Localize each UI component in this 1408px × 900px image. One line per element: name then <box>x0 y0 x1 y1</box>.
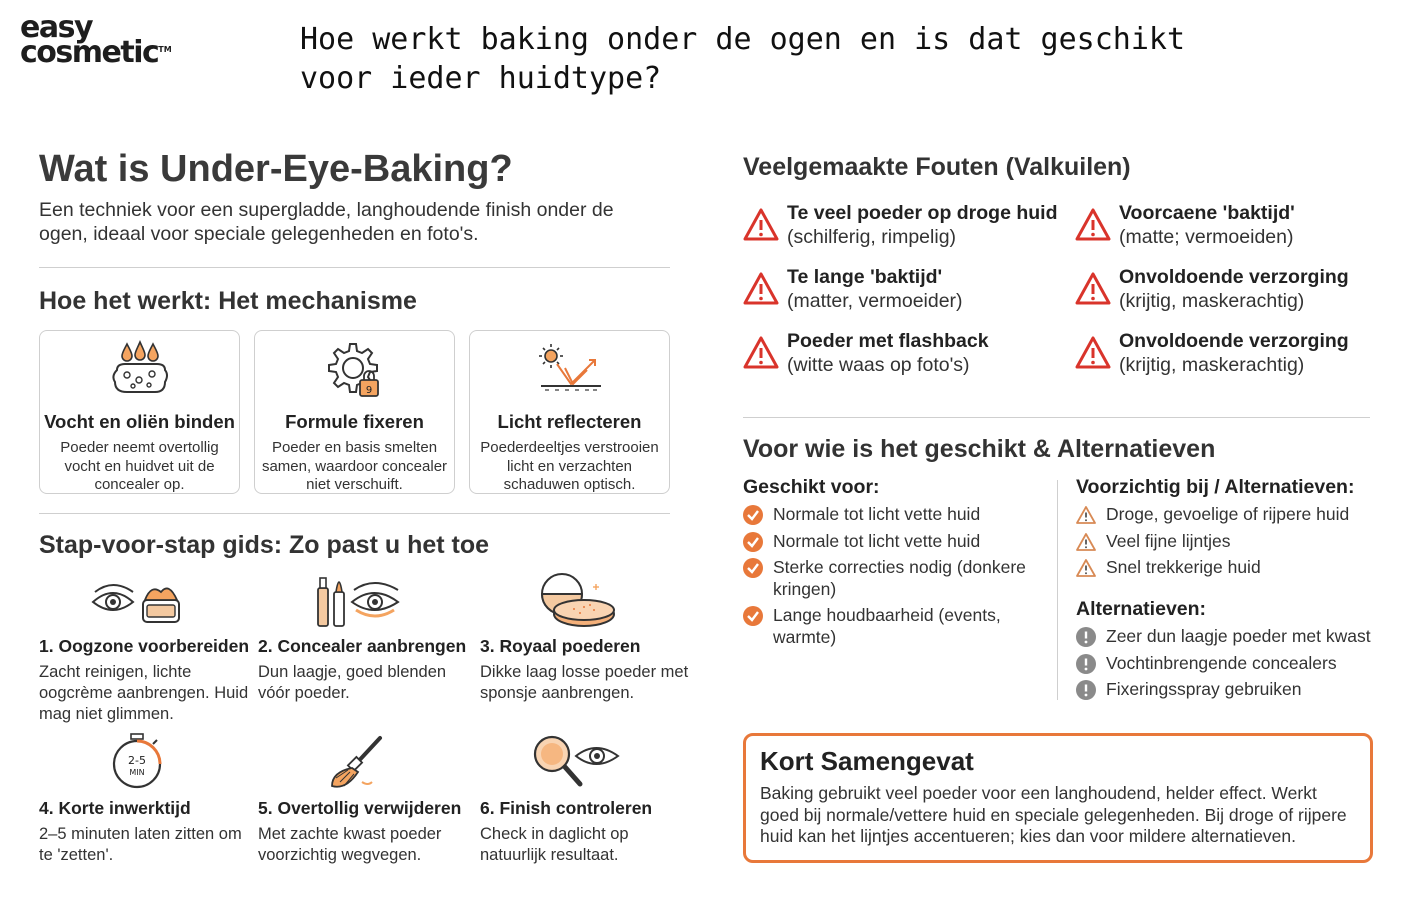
list-item <box>1076 653 1386 675</box>
mechanism-card-title: Vocht en oliën binden <box>44 411 235 432</box>
warning-icon <box>1075 207 1111 243</box>
step-text: Dun laagje, goed blenden vóór poeder. <box>258 663 447 702</box>
step-title: 1. Oogzone voorbereiden <box>39 636 250 656</box>
step-text: 2–5 minuten laten zitten om te 'zetten'. <box>39 825 242 864</box>
step-title: 2. Concealer aanbrengen <box>258 636 467 656</box>
mechanism-card-text: Poederdeeltjes verstrooien licht en verzachten schaduwen optisch. <box>480 439 659 493</box>
powder-sponge-icon <box>480 568 695 632</box>
magnifier-eye-icon <box>480 730 695 794</box>
list-item <box>743 504 1043 526</box>
mistake-title: Te veel poeder op droge huid <box>787 202 1058 224</box>
mistake-item <box>1075 201 1395 249</box>
concealer-eye-icon <box>258 568 473 632</box>
mistake-item <box>1075 329 1395 377</box>
mistake-desc: (matter, vermoeider) <box>787 290 963 312</box>
mistake-title: Poeder met flashback <box>787 330 989 352</box>
gear-lock-icon <box>255 339 454 403</box>
alternatives-title: Alternatieven: <box>1076 598 1207 620</box>
mechanism-card-text: Poeder en basis smelten samen, waardoor concealer niet verschuift. <box>261 439 448 493</box>
list-item-label: Normale tot licht vette huid <box>773 530 981 551</box>
sun-reflect-icon <box>470 339 669 403</box>
info-circle-icon <box>1076 680 1096 700</box>
mistake-desc: (matte; vermoeiden) <box>1119 226 1294 248</box>
page-headline: Hoe werkt baking onder de ogen en is dat geschikt voor ieder huidtype? <box>300 22 1186 96</box>
mistake-item <box>1075 265 1395 313</box>
step-title: 5. Overtollig verwijderen <box>258 798 462 818</box>
mistakes-title: Veelgemaakte Fouten (Valkuilen) <box>743 153 1131 181</box>
warning-icon <box>1075 335 1111 371</box>
mechanism-title: Hoe het werkt: Het mechanisme <box>39 287 417 315</box>
mistake-item <box>743 265 1063 313</box>
list-item-label: Snel trekkerige huid <box>1106 557 1261 577</box>
step-title: 4. Korte inwerktijd <box>39 798 191 818</box>
stopwatch-icon <box>39 730 254 794</box>
check-circle-icon <box>743 532 763 552</box>
step-item <box>258 730 473 866</box>
warning-icon <box>743 271 779 307</box>
suitable-list <box>743 504 1043 648</box>
mistake-desc: (witte waas op foto's) <box>787 354 970 376</box>
alternatives-list <box>1076 626 1386 701</box>
caution-triangle-icon <box>1076 532 1096 552</box>
mistake-title: Onvoldoende verzorging <box>1119 330 1349 352</box>
brand-logo[interactable] <box>20 10 190 70</box>
mistake-desc: (schilferig, rimpelig) <box>787 226 957 248</box>
step-text: Zacht reinigen, lichte oogcrème aanbrengen. Huid mag niet glimmen. <box>39 663 249 723</box>
gear-lock-badge: 9 <box>365 385 372 396</box>
list-item-label: Lange houdbaarheid (events, warmte) <box>773 605 1001 647</box>
check-circle-icon <box>743 606 763 626</box>
trademark: TM <box>158 44 172 54</box>
step-item <box>39 730 254 866</box>
mistake-title: Voorcaene 'baktijd' <box>1119 202 1295 224</box>
list-item-label: Vochtinbrengende concealers <box>1106 652 1337 673</box>
step-text: Check in daglicht op natuurlijk resultaat. <box>480 825 629 864</box>
sponge-droplets-icon <box>40 339 239 403</box>
info-circle-icon <box>1076 654 1096 674</box>
step-item <box>480 730 695 866</box>
check-circle-icon <box>743 558 763 578</box>
warning-icon <box>743 335 779 371</box>
step-title: 3. Royaal poederen <box>480 636 641 656</box>
step-text: Met zachte kwast poeder voorzichtig wegvegen. <box>258 825 442 864</box>
mistake-item <box>743 329 1063 377</box>
warning-icon <box>1075 271 1111 307</box>
mistake-desc: (krijtig, maskerachtig) <box>1119 354 1305 376</box>
warning-icon <box>743 207 779 243</box>
divider <box>39 267 670 268</box>
mistake-title: Te lange 'baktijd' <box>787 266 943 288</box>
step-text: Dikke laag losse poeder met sponsje aanbrengen. <box>480 663 689 702</box>
divider <box>39 513 670 514</box>
column-divider <box>1057 480 1058 700</box>
step-title: 6. Finish controleren <box>480 798 653 818</box>
mechanism-card <box>469 330 670 494</box>
mechanism-card <box>254 330 455 494</box>
list-item-label: Sterke correcties nodig (donkere kringen) <box>773 557 1026 599</box>
mistake-desc: (krijtig, maskerachtig) <box>1119 290 1305 312</box>
list-item <box>1076 504 1376 526</box>
list-item <box>1076 626 1386 648</box>
caution-triangle-icon <box>1076 558 1096 578</box>
summary-box <box>743 733 1373 863</box>
suitable-title: Geschikt voor: <box>743 476 880 498</box>
list-item <box>743 557 1043 600</box>
steps-title: Stap-voor-stap gids: Zo past u het toe <box>39 531 490 559</box>
step-item <box>258 568 473 704</box>
info-circle-icon <box>1076 627 1096 647</box>
list-item <box>743 605 1043 648</box>
powder-brush-icon <box>258 730 473 794</box>
list-item <box>1076 531 1376 553</box>
suitability-title: Voor wie is het geschikt & Alternatieven <box>743 435 1216 463</box>
list-item-label: Droge, gevoelige of rijpere huid <box>1106 504 1350 524</box>
list-item <box>1076 679 1386 701</box>
brand-line-1: easy <box>20 10 93 45</box>
list-item-label: Zeer dun laagje poeder met kwast <box>1106 626 1371 646</box>
summary-text: Baking gebruikt veel poeder voor een langhoudend, helder effect. Werkt goed bij normale/vettere huid en speciale gelegenheden. Bij droge of rijpere huid kan het lijntjes accentueren; kies dan voor mildere alternatieven. <box>760 783 1347 846</box>
caution-title: Voorzichtig bij / Alternatieven: <box>1076 476 1355 498</box>
stopwatch-label-top: 2-5 <box>128 754 146 767</box>
list-item-label: Veel fijne lijntjes <box>1106 530 1231 551</box>
eye-cream-jar-icon <box>39 568 254 632</box>
mechanism-card <box>39 330 240 494</box>
mistake-title: Onvoldoende verzorging <box>1119 266 1349 288</box>
divider <box>743 417 1370 418</box>
list-item-label: Fixeringsspray gebruiken <box>1106 679 1302 699</box>
caution-triangle-icon <box>1076 505 1096 525</box>
summary-title: Kort Samengevat <box>760 746 974 776</box>
list-item-label: Normale tot licht vette huid <box>773 504 981 524</box>
caution-list <box>1076 504 1376 579</box>
step-item <box>480 568 695 704</box>
step-item <box>39 568 254 725</box>
mistake-item <box>743 201 1063 249</box>
intro-text: Een techniek voor een supergladde, langhoudende finish onder de ogen, ideaal voor speciale gelegenheden en foto's. <box>39 199 614 245</box>
mechanism-card-text: Poeder neemt overtollig vocht en huidvet uit de concealer op. <box>60 439 219 493</box>
list-item <box>743 531 1043 553</box>
mechanism-card-title: Licht reflecteren <box>497 411 642 432</box>
check-circle-icon <box>743 505 763 525</box>
mechanism-card-title: Formule fixeren <box>285 411 424 432</box>
brand-line-2: cosmetic™ <box>20 34 172 70</box>
list-item <box>1076 557 1376 579</box>
stopwatch-label-bottom: MIN <box>129 768 145 777</box>
intro-title: Wat is Under-Eye-Baking? <box>39 148 513 190</box>
